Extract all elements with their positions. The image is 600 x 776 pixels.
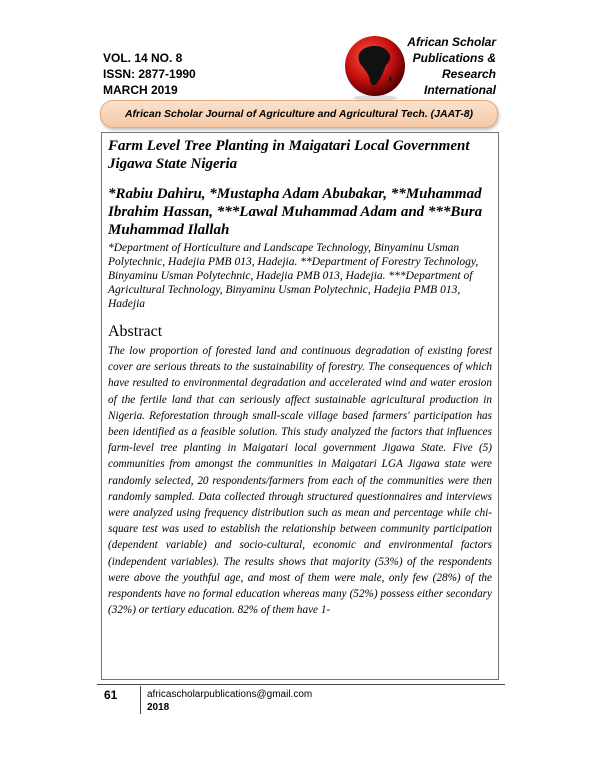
footer-divider (97, 684, 505, 685)
volume-label: VOL. 14 NO. 8 (103, 51, 183, 65)
abstract-body: The low proportion of forested land and continuous degradation of existing forest cover are serious threats to the sustainability of forestry. The consequences of which have resulted to environmental degradation and accelerated wind and water erosion of the fertile land that can seriously affect sustainable agricultural production in Nigeria. Reforestation through small-scale village based farmers' participation has been identified as a feasible solution. This study analyzed the factors that influences farm-level tree planting in Maigatari local government Jigawa State. Five (5) communities from amongst the communities in Maigatari LGA Jigawa state were randomly selected, 20 respondents/farmers from each of the communities were then randomly sampled. Data collected through structured questionnaires and interviews were analyzed using frequency distribution such as mean and percentage while chi-square test was used to establish the relationship between community participation (dependent variable) and socio-cultural, economic and environmental factors (independent variables). The results shows that majority (53%) of the respondents were above the youthful age, and most of them were male, only few (28%) of the respondents have no formal education whereas many (52%) possess either secondary (32%) or tertiary education. 82% of them have 1- (108, 345, 492, 617)
publisher-name (396, 34, 496, 98)
author-list: *Rabiu Dahiru, *Mustapha Adam Abubakar, **Muhammad Ibrahim Hassan, ***Lawal Muhammad Adam and ***Bura Muhammad Ilallah (108, 186, 483, 238)
publisher-line: Publications & (412, 51, 496, 65)
contact-email: africascholarpublications@gmail.com (147, 689, 313, 700)
date-label: MARCH 2019 (103, 83, 178, 97)
journal-banner: African Scholar Journal of Agriculture and Agricultural Tech. (JAAT-8) (100, 100, 498, 128)
author-affiliations: *Department of Horticulture and Landscape Technology, Binyaminu Usman Polytechnic, Hadejia PMB 013, Hadejia. **Department of Forestry Technology, Binyaminu Usman Polytechnic, Hadejia PMB 013, Hadejia. ***Department of Agricultural Technology, Binyaminu Usman Polytechnic, Hadejia PMB 013, Hadejia (108, 242, 479, 310)
article-title: Farm Level Tree Planting in Maigatari Local Government Jigawa State Nigeria (108, 138, 470, 172)
abstract-heading: Abstract (108, 323, 163, 340)
footer-separator (140, 686, 141, 714)
publisher-line: African Scholar (407, 35, 496, 49)
issn-label: ISSN: 2877-1990 (103, 67, 196, 81)
issue-info (103, 50, 196, 98)
page-number: 61 (104, 688, 118, 702)
publisher-line: Research (441, 67, 496, 81)
publisher-line: International (423, 83, 496, 97)
footer-year: 2018 (147, 702, 170, 713)
article-box (101, 132, 499, 680)
